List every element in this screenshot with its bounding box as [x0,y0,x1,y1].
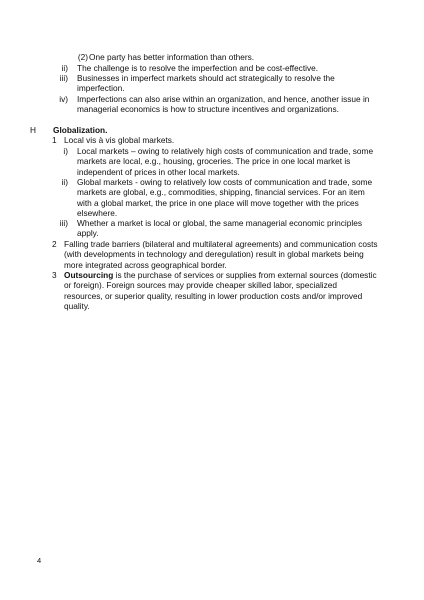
point-1-text: Local vis à vis global markets. [64,135,175,145]
outsourcing-term: Outsourcing [64,270,114,280]
point-marker-3: 3 [52,270,57,280]
point-3-text [64,270,378,312]
list-marker-iii: iii) [59,73,68,83]
section-marker-h: H [30,125,36,135]
point-marker-1: 1 [52,135,57,145]
sub-i-text: Local markets – owing to relatively high costs of communication and trade, some markets are local, e.g., housing, groceries. The price in one local market is independent of prices in other local markets. [77,146,374,177]
point-2-text: Falling trade barriers (bilateral and multilateral agreements) and communication costs (with developments in technology and deregulation) result in global markets being more integrated across geographical border. [64,239,378,270]
sub-iii-text: Whether a market is local or global, the same managerial economic principles apply. [77,218,362,239]
sub-marker-iii: iii) [59,218,68,228]
list-marker-2: (2) [77,52,88,62]
list-item-2-text: One party has better information than others. [89,52,255,62]
sub-ii-text: Global markets - owing to relatively low costs of communication and trade, some markets are global, e.g., commodities, shipping, financial services. For an item with a global market, the price in one place will move together with the prices elsewhere. [77,177,373,219]
sub-marker-ii: ii) [61,177,68,187]
outsourcing-definition: is the purchase of services or supplies from external sources (domestic or foreign). Foreign sources may provide cheaper skilled labor, specialized resources, or superior quality, resulting in lower production costs and/or improved quality. [64,270,377,312]
list-marker-iv: iv) [59,94,68,104]
list-item-ii-text: The challenge is to resolve the imperfection and be cost-effective. [77,63,319,73]
page-number: 4 [37,556,42,565]
list-item-iii-text: Businesses in imperfect markets should act strategically to resolve the imperfection. [77,73,335,94]
list-item-iv-text: Imperfections can also arise within an organization, and hence, another issue in managerial economics is how to structure incentives and organizations. [77,94,370,115]
list-marker-ii: ii) [61,63,68,73]
section-heading: Globalization. [53,125,108,135]
sub-marker-i: i) [63,146,68,156]
point-marker-2: 2 [52,239,57,249]
